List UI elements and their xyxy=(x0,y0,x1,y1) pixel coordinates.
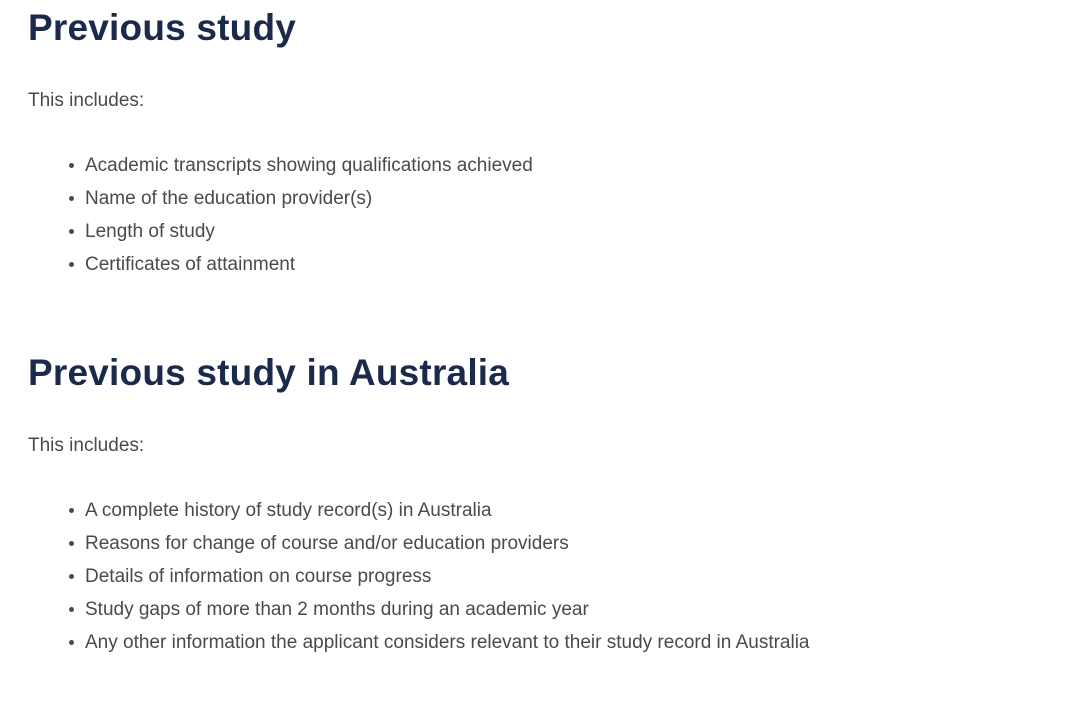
section-previous-study-australia xyxy=(28,351,1052,659)
list-item: Name of the education provider(s) xyxy=(85,182,1052,215)
list-item: Details of information on course progress xyxy=(85,560,1052,593)
list-item: Reasons for change of course and/or education providers xyxy=(85,527,1052,560)
list-item: A complete history of study record(s) in Australia xyxy=(85,494,1052,527)
previous-study-australia-list xyxy=(28,494,1052,659)
list-item: Academic transcripts showing qualifications achieved xyxy=(85,149,1052,182)
list-item: Study gaps of more than 2 months during an academic year xyxy=(85,593,1052,626)
list-item: Any other information the applicant considers relevant to their study record in Australia xyxy=(85,626,1052,659)
intro-text: This includes: xyxy=(28,435,145,456)
previous-study-list xyxy=(28,149,1052,281)
list-item: Certificates of attainment xyxy=(85,248,1052,281)
section-heading-previous-study: Previous study xyxy=(28,7,297,48)
intro-text: This includes: xyxy=(28,90,145,111)
list-item: Length of study xyxy=(85,215,1052,248)
section-previous-study xyxy=(28,6,1052,281)
section-heading-previous-study-australia: Previous study in Australia xyxy=(28,352,510,393)
